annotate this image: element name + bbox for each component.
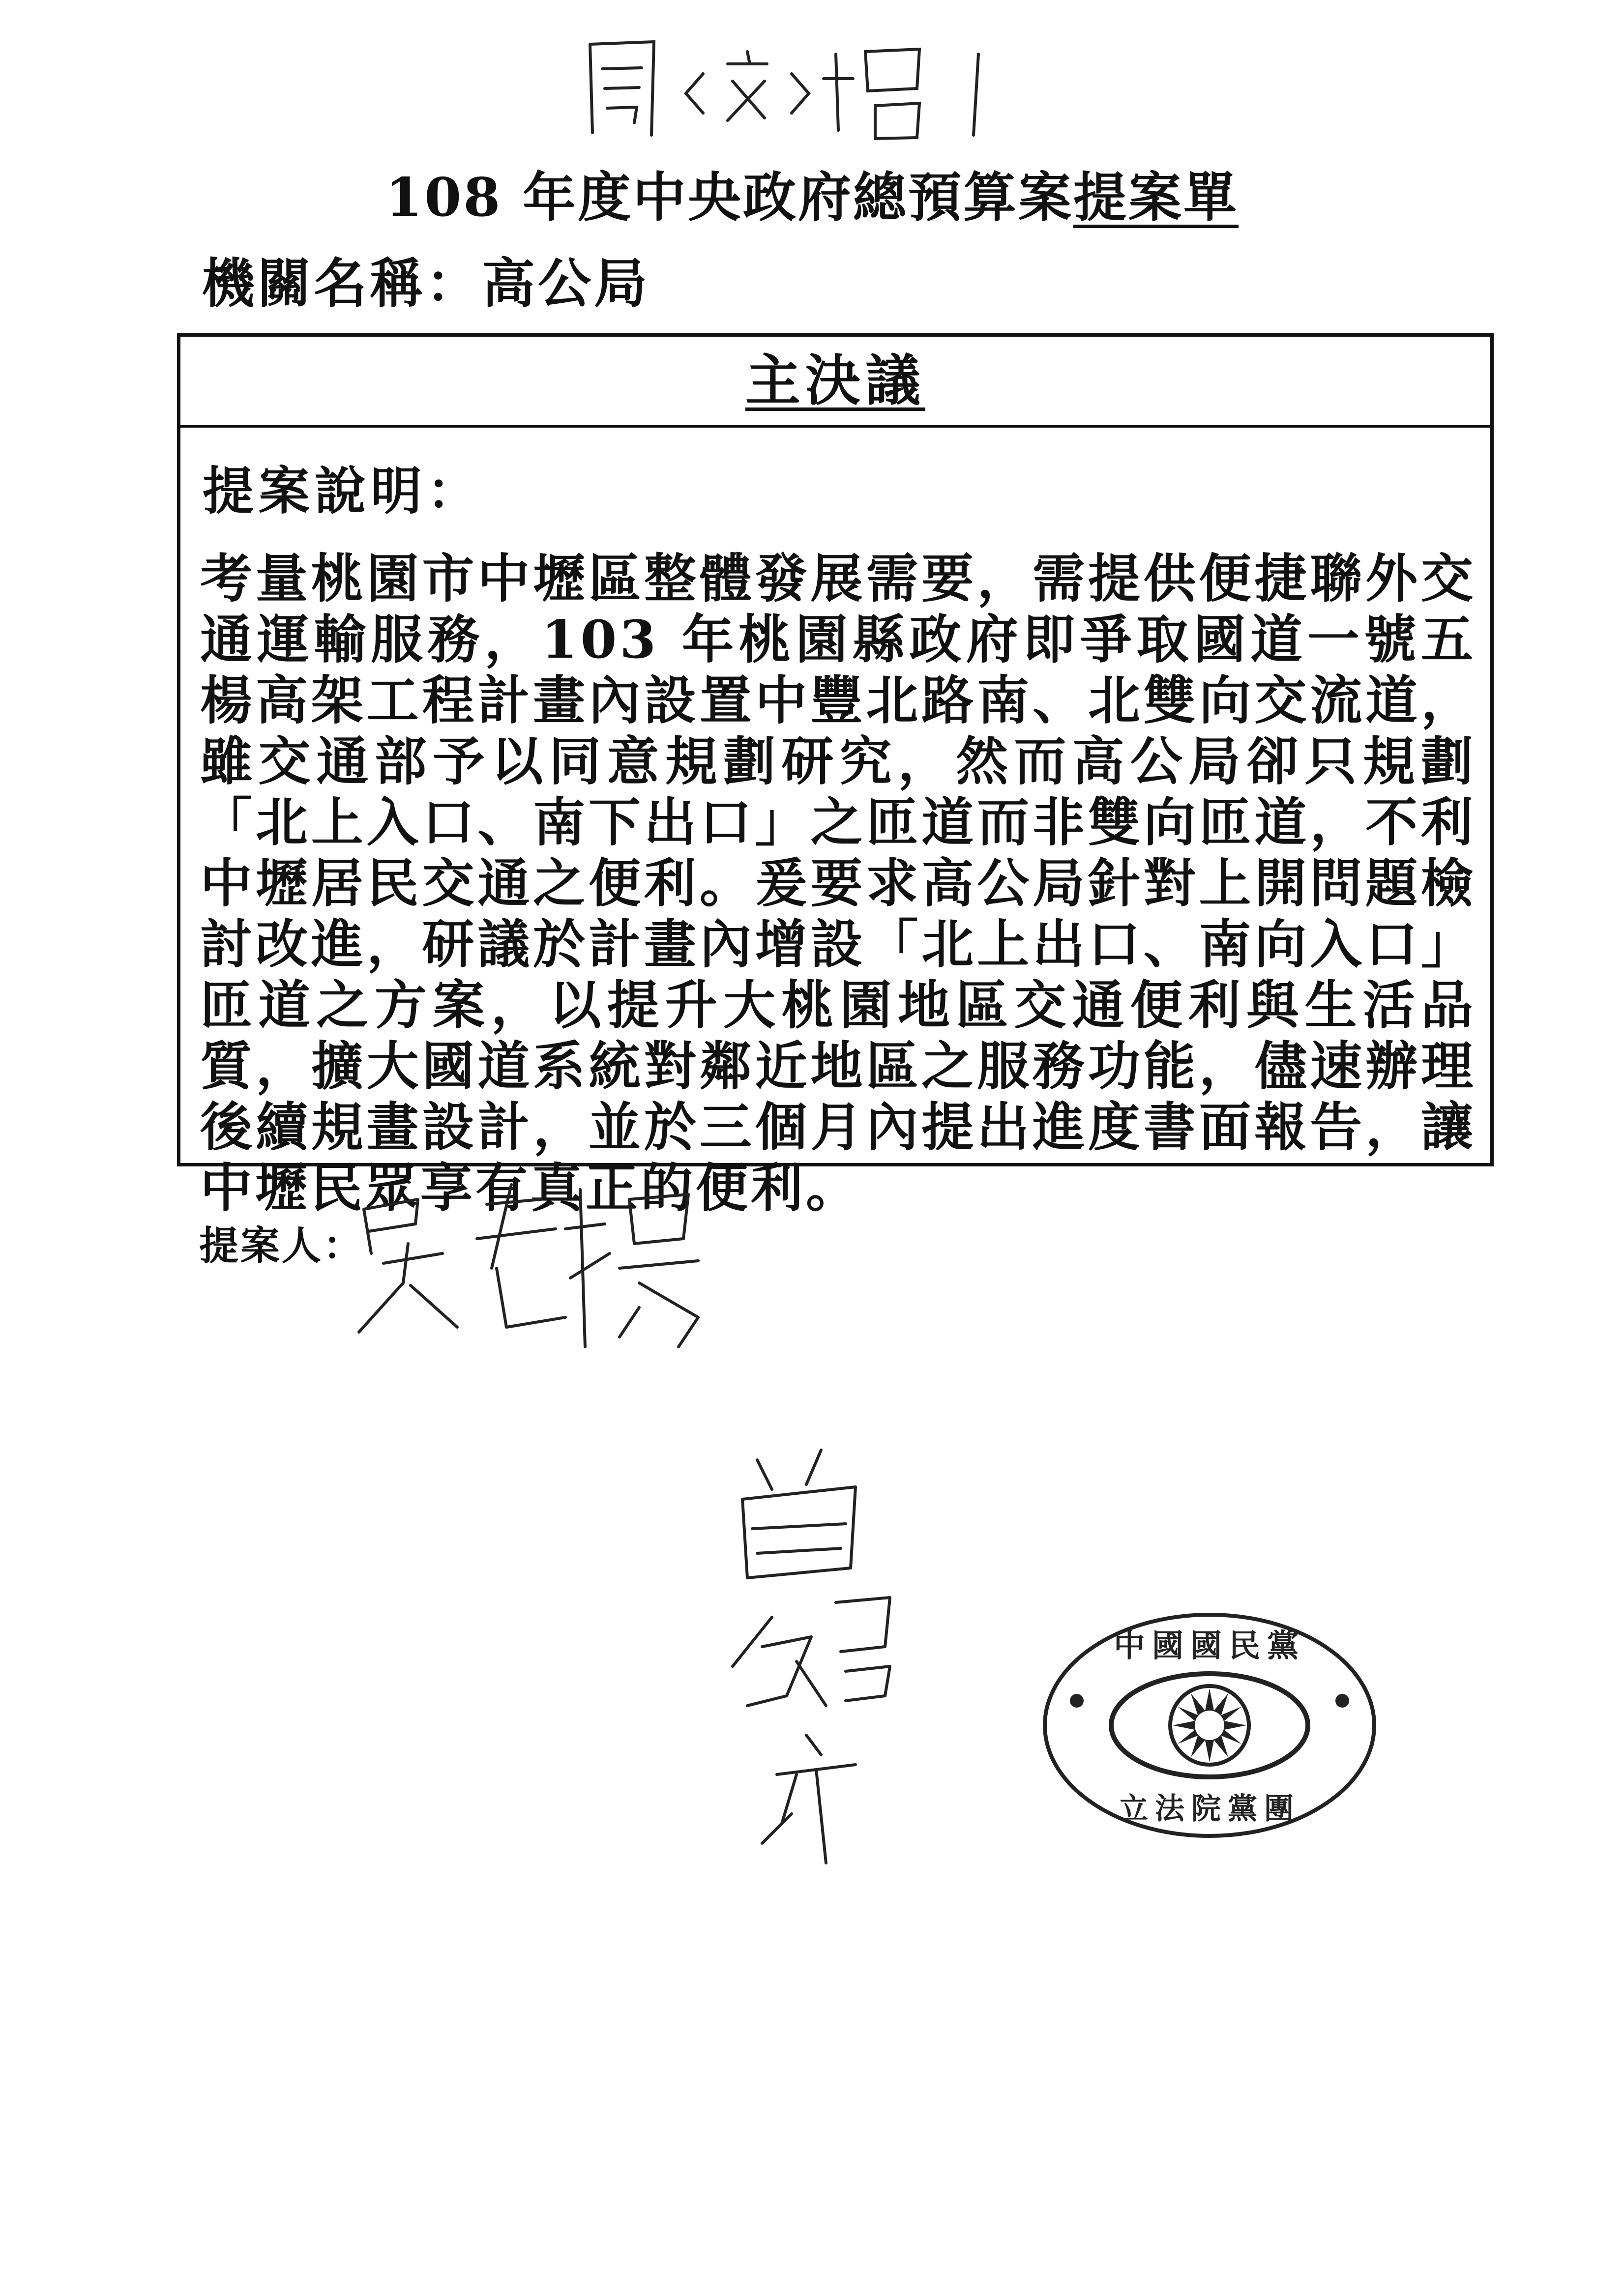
resolution-heading-text: 主決議 (745, 349, 925, 413)
agency-line: 機關名稱：高公局 (202, 253, 650, 315)
seal-flower-left-icon (1070, 1694, 1084, 1708)
explanation-body: 考量桃園市中壢區整體發展需要，需提供便捷聯外交通運輸服務，103 年桃園縣政府即爭取國道一號五楊高架工程計畫內設置中豐北路南、北雙向交流道，雖交通部予以同意規劃研究，然而高公局卻只規劃「北上入口、南下出口」之匝道而非雙向匝道，不利中壢居民交通之便利。爰要求高公局針對上開問題檢討改進，研議於計畫內增設「北上出口、南向入口」匝道之方案，以提升大桃園地區交通便利與生活品質，擴大國道系統對鄰近地區之服務功能，儘速辦理後續規畫設計，並於三個月內提出進度書面報告，讓中壢民眾享有真正的便利。 (200, 548, 1476, 1219)
explanation-label: 提案說明： (203, 461, 483, 521)
proposer-label: 提案人： (199, 1222, 364, 1269)
seal-top-text: 中國國民黨 (1114, 1628, 1305, 1664)
handwritten-note (580, 25, 1023, 152)
title-underlined: 提案單 (1073, 167, 1239, 229)
signature-1 (344, 1170, 718, 1357)
seal-flower-right-icon (1335, 1694, 1349, 1708)
resolution-box (177, 333, 1494, 1219)
resolution-heading (180, 337, 1490, 428)
party-seal (1037, 1602, 1382, 1848)
signature-2 (698, 1440, 905, 1883)
seal-bottom-text: 立法院黨團 (1119, 1792, 1300, 1826)
document-title (0, 155, 1624, 231)
title-prefix: 108 年度中央政府總預算案 (385, 167, 1074, 229)
